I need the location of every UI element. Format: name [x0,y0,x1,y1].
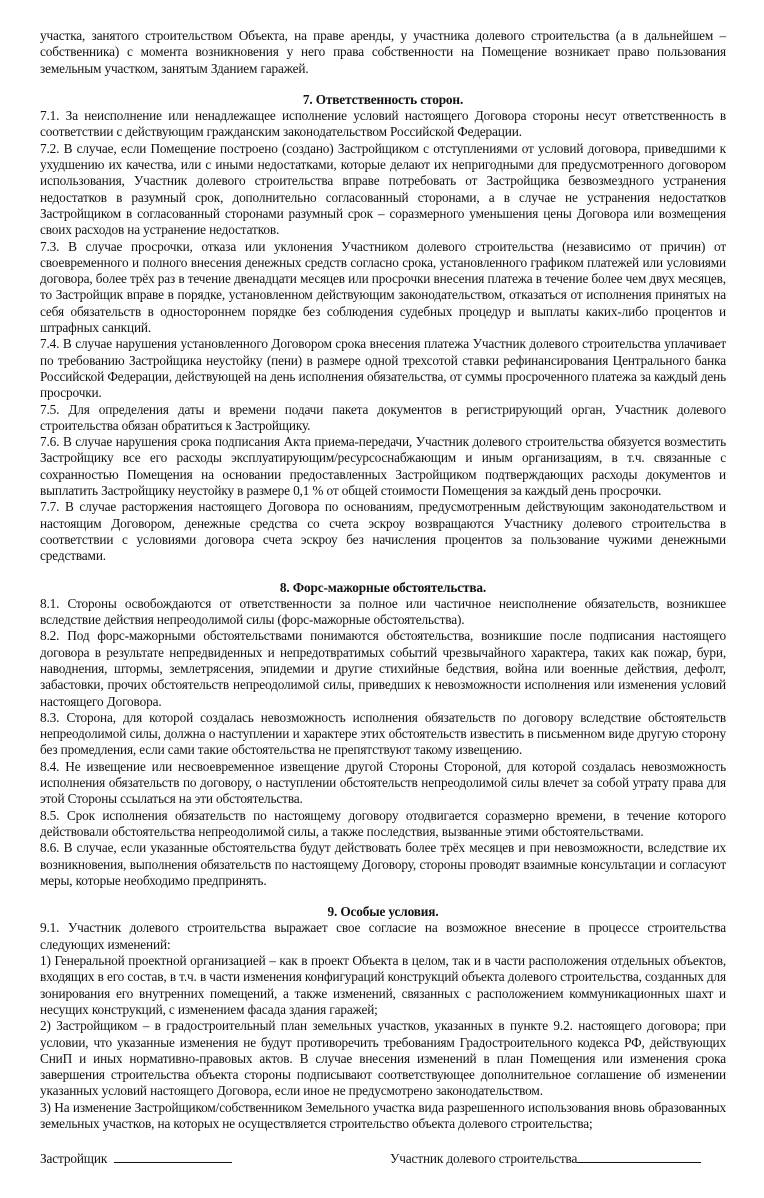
participant-signature-line [577,1150,701,1163]
section-spacer [40,77,726,92]
clause-paragraph: 7.3. В случае просрочки, отказа или уклонения Участником долевого строительства (независимо от причин) от своевременного и полного внесения денежных средств согласно срока, установленного графиком платежей или условиями договора, более трёх раз в течение двенадцати месяцев или просрочки внесения платежа в течение более чем двух месяцев, то Застройщик вправе в порядке, установленном действующим законодательством, отказаться от исполнения принятых на себя обязательств в одностороннем порядке без соблюдения судебных процедур и выплаты каких-либо процентов и штрафных санкций. [40,238,726,336]
clause-paragraph: 8.1. Стороны освобождаются от ответственности за полное или частичное неисполнение обязательств, возникшее вследствие действия непреодолимой силы (форс-мажорные обстоятельства). [40,595,726,628]
clause-paragraph: 8.4. Не извещение или несвоевременное извещение другой Стороны Стороной, для которой создалась невозможность исполнения обязательств по договору, о наступлении обстоятельств непреодолимой силы влечет за собой утрату права для этой Стороны ссылаться на эти обстоятельства. [40,758,726,807]
developer-signature-line [114,1150,232,1163]
clause-paragraph: 8.2. Под форс-мажорными обстоятельствами понимаются обстоятельства, возникшие после подписания настоящего договора в результате непредвиденных и непредотвратимых событий чрезвычайного характера, таких как пожар, бури, наводнения, штормы, землетрясения, эпидемии и другие стихийные бедствия, война или военные действия, дефолт, забастовки, прочих обстоятельств непреодолимой силы, приведших к невозможности исполнения или изменения условий настоящего Договора. [40,628,726,709]
developer-signature-label: Застройщик [40,1151,108,1167]
clause-paragraph: 7.6. В случае нарушения срока подписания Акта приема-передачи, Участник долевого строительства обязуется возместить Застройщику все его расходы эксплуатирующим/ресурсоснабжающим и иным организациям, в т.ч. связанные с сохранностью Помещения на основании предоставленных Застройщиком подтверждающих расходы документов и выплатить Застройщику неустойку в размере 0,1 % от общей стоимости Помещения за каждый день просрочки. [40,434,726,499]
clause-paragraph: 8.3. Сторона, для которой создалась невозможность исполнения обязательств по договору вследствие обстоятельств непреодолимой силы, должна о наступлении и характере этих обстоятельств известить в письменном виде другую сторону без промедления, если сами такие обстоятельства не препятствуют такому извещению. [40,709,726,758]
intro-paragraph: участка, занятого строительством Объекта, на праве аренды, у участника долевого строительства (а в дальнейшем – собственника) с момента возникновения у него права собственности на Помещение возникает право пользования земельным участком, занятым Зданием гаражей. [40,28,726,76]
clause-paragraph: 1) Генеральной проектной организацией – как в проект Объекта в целом, так и в части расположения отдельных объектов, входящих в его состав, в т.ч. в части изменения конфигураций конструкций объекта долевого строительства, созданных для зонирования его внутренних помещений, а также изменений, связанных с расположением коммуникационных шахт и несущих конструкций, с изменением фасада здания гаражей; [40,953,726,1017]
section-heading: 7. Ответственность сторон. [302,91,464,107]
clause-paragraph: 2) Застройщиком – в градостроительный план земельных участков, указанных в пункте 9.2. настоящего договора; при условии, что указанные изменения не будут противоречить требованиям Градостроительного кодекса РФ, действующих СниП и иных нормативно-правовых актов. В случае внесения изменений в план Помещения или изменения срока завершения строительства объекта стороны подписывают соответствующее дополнительное соглашение об изменении указанных условий настоящего Договора, если иное не предусмотрено законодательством. [40,1018,726,1099]
clause-paragraph: 7.7. В случае расторжения настоящего Договора по основаниям, предусмотренным действующим законодательством и настоящим Договором, денежные средства со счета эскроу возвращаются Участнику долевого строительства в соответствии с условиями договора счета эскроу без начисления процентов за пользование чужими денежными средствами. [40,499,726,564]
clause-paragraph: 8.5. Срок исполнения обязательств по настоящему договору отодвигается соразмерно времени, в течение которого действовали обстоятельства непреодолимой силы, а также последствия, вызванные этими обстоятельствами. [40,807,726,839]
document-content [40,28,726,1132]
section-spacer [40,565,726,580]
clause-paragraph: 8.6. В случае, если указанные обстоятельства будут действовать более трёх месяцев и при невозможности, вследствие их возникновения, выполнения обязательств по настоящему Договору, стороны проводят взаимные консультации и согласуют меры, которые необходимо предпринять. [40,840,726,888]
clause-paragraph: 3) На изменение Застройщиком/собственником Земельного участка вида разрешенного использования вновь образованных земельных участков, на которых не осуществляется строительство объекта долевого строительства; [40,1099,726,1131]
clause-paragraph: 7.5. Для определения даты и времени подачи пакета документов в регистрирующий орган, Участник долевого строительства обязан обратиться к Застройщику. [40,401,726,433]
developer-signature [40,1150,390,1167]
signature-row [40,1150,726,1167]
document-page [40,0,726,1198]
clause-paragraph: 9.1. Участник долевого строительства выражает свое согласие на возможное внесение в процессе строительства следующих изменений: [40,920,726,952]
clause-paragraph: 7.4. В случае нарушения установленного Договором срока внесения платежа Участник долевого строительства уплачивает по требованию Застройщика неустойку (пени) в размере одной трехсотой ставки рефинансирования Центрального банка Российской Федерации, действующей на день исполнения обязательства, от суммы просроченного платежа за каждый день просрочки. [40,336,726,401]
section-heading: 8. Форс-мажорные обстоятельства. [279,579,487,595]
participant-signature [390,1150,701,1167]
participant-signature-label: Участник долевого строительства [390,1151,578,1167]
section-spacer [40,889,726,904]
clause-paragraph: 7.1. За неисполнение или ненадлежащее исполнение условий настоящего Договора стороны несут ответственность в соответствии с действующим гражданским законодательством Российской Федерации. [40,108,726,140]
section-heading: 9. Особые условия. [327,904,439,920]
clause-paragraph: 7.2. В случае, если Помещение построено (создано) Застройщиком с отступлениями от условий договора, приведшими к ухудшению их качества, или с иными недостатками, которые делают их непригодными для предусмотренного договором использования, Участник долевого строительства вправе потребовать от Застройщика безвозмездного устранения недостатков в разумный срок, дополнительно согласованный сторонами, а в случае не устранения недостатков Застройщиком в согласованный сторонами разумный срок – соразмерного уменьшения цены Договора или возмещения своих расходов на устранение недостатков. [40,140,726,238]
